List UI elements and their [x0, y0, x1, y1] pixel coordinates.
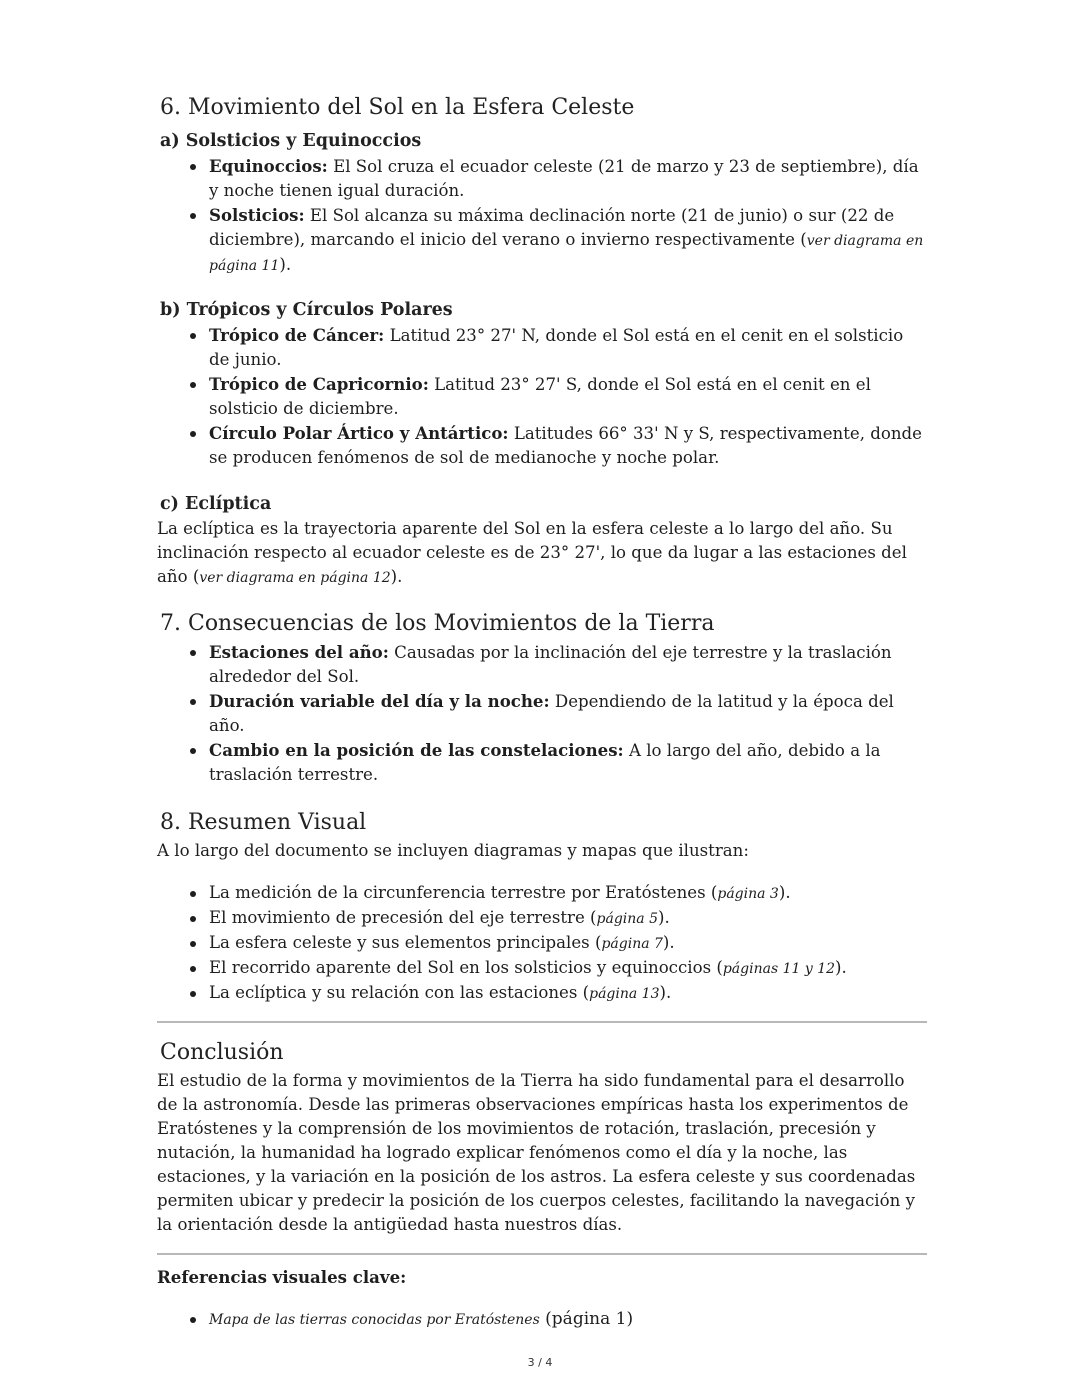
summary-intro: A lo largo del documento se incluyen diagramas y mapas que ilustran: — [157, 841, 749, 860]
list-item — [209, 640, 927, 689]
list-item — [209, 931, 927, 956]
page-number: 3 / 4 — [527, 1356, 553, 1369]
subsection-a-list — [157, 154, 927, 278]
section-7-title: 7. Consecuencias de los Movimientos de la Tierra — [160, 611, 715, 636]
list-item — [209, 372, 927, 421]
list-item — [209, 203, 927, 278]
item-text: Latitud 23° 27' S, donde el Sol está en el cenit en el solsticio de diciembre. — [209, 375, 871, 418]
paragraph-text-end: ). — [390, 567, 403, 586]
list-item — [209, 421, 927, 470]
item-text: El recorrido aparente del Sol en los solsticios y equinoccios ( — [209, 958, 723, 977]
references-title: Referencias visuales clave: — [157, 1267, 407, 1287]
item-text-end: ). — [279, 255, 292, 274]
item-term: Estaciones del año: — [209, 642, 389, 662]
item-text-end: ). — [662, 933, 675, 952]
item-text: La eclíptica y su relación con las estaciones ( — [209, 983, 590, 1002]
item-text: Latitudes 66° 33' N y S, respectivamente, donde se producen fenómenos de sol de medianoche y noche polar. — [209, 424, 922, 467]
item-term: Equinoccios: — [209, 156, 328, 176]
subsection-b-title: b) Trópicos y Círculos Polares — [160, 300, 453, 320]
item-term: Trópico de Capricornio: — [209, 374, 429, 394]
references-list — [157, 1307, 927, 1332]
item-term: Círculo Polar Ártico y Antártico: — [209, 423, 509, 443]
list-item — [209, 154, 927, 203]
section-6-title: 6. Movimiento del Sol en la Esfera Celeste — [160, 95, 635, 120]
page-reference: páginas 11 y 12 — [722, 961, 836, 977]
subsection-b-list — [157, 323, 927, 470]
item-text-end: ). — [657, 908, 670, 927]
list-item — [209, 881, 927, 906]
page-reference: ver diagrama en página 11 — [209, 233, 924, 274]
item-text: Latitud 23° 27' N, donde el Sol está en el cenit en el solsticio de junio. — [209, 326, 904, 369]
item-text-end: ). — [659, 983, 672, 1002]
page-reference: ver diagrama en página 12 — [199, 570, 391, 586]
item-text: Dependiendo de la latitud y la época del año. — [209, 692, 894, 735]
list-item — [209, 323, 927, 372]
reference-page: (página 1) — [539, 1309, 634, 1329]
item-text: El Sol cruza el ecuador celeste (21 de marzo y 23 de septiembre), día y noche tienen igual duración. — [209, 157, 919, 200]
item-text: El Sol alcanza su máxima declinación norte (21 de junio) o sur (22 de diciembre), marcando el inicio del verano o invierno respectivamente ( — [209, 206, 895, 249]
document-page — [157, 92, 927, 1332]
section-8-title: 8. Resumen Visual — [160, 810, 367, 835]
page-reference: página 7 — [601, 936, 663, 952]
item-term: Solsticios: — [209, 205, 305, 225]
item-text: A lo largo del año, debido a la traslación terrestre. — [209, 741, 881, 784]
page-reference: página 5 — [596, 911, 658, 927]
item-text-end: ). — [835, 958, 847, 977]
item-term: Duración variable del día y la noche: — [209, 691, 550, 711]
item-text: La medición de la circunferencia terrestre por Eratóstenes ( — [209, 883, 718, 902]
ecliptic-paragraph — [157, 517, 927, 590]
item-text: Causadas por la inclinación del eje terrestre y la traslación alrededor del Sol. — [209, 643, 892, 686]
list-item — [209, 1307, 927, 1332]
item-term: Trópico de Cáncer: — [209, 325, 385, 345]
subsection-c-title: c) Eclíptica — [160, 494, 272, 514]
list-item — [209, 906, 927, 931]
subsection-a-title: a) Solsticios y Equinoccios — [160, 131, 422, 151]
page-reference: página 13 — [589, 986, 660, 1002]
consequences-list — [157, 640, 927, 787]
list-item — [209, 689, 927, 738]
page-reference: página 3 — [717, 886, 779, 902]
list-item — [209, 738, 927, 787]
conclusion-title: Conclusión — [160, 1040, 284, 1065]
list-item — [209, 956, 927, 981]
item-text: La esfera celeste y sus elementos principales ( — [209, 933, 602, 952]
paragraph-text: La eclíptica es la trayectoria aparente del Sol en la esfera celeste a lo largo del año. Su inclinación respecto al ecuador celeste es de 23° 27', lo que da lugar a las estaciones del año ( — [157, 519, 907, 586]
conclusion-paragraph: El estudio de la forma y movimientos de la Tierra ha sido fundamental para el desarrollo de la astronomía. Desde las primeras observaciones empíricas hasta los experimentos de Eratóstenes y la comprensión de los movimientos de rotación, traslación, precesión y nutación, la humanidad ha logrado explicar fenómenos como el día y la noche, las estaciones, y la variación en la posición de los astros. La esfera celeste y sus coordenadas permiten ubicar y predecir la posición de los cuerpos celestes, facilitando la navegación y la orientación desde la antigüedad hasta nuestros días. — [157, 1071, 916, 1234]
item-text: El movimiento de precesión del eje terrestre ( — [209, 908, 597, 927]
summary-list — [157, 881, 927, 1006]
reference-title: Mapa de las tierras conocidas por Eratóstenes — [209, 1312, 540, 1328]
item-term: Cambio en la posición de las constelaciones: — [209, 740, 624, 760]
item-text-end: ). — [778, 883, 791, 902]
list-item — [209, 981, 927, 1006]
